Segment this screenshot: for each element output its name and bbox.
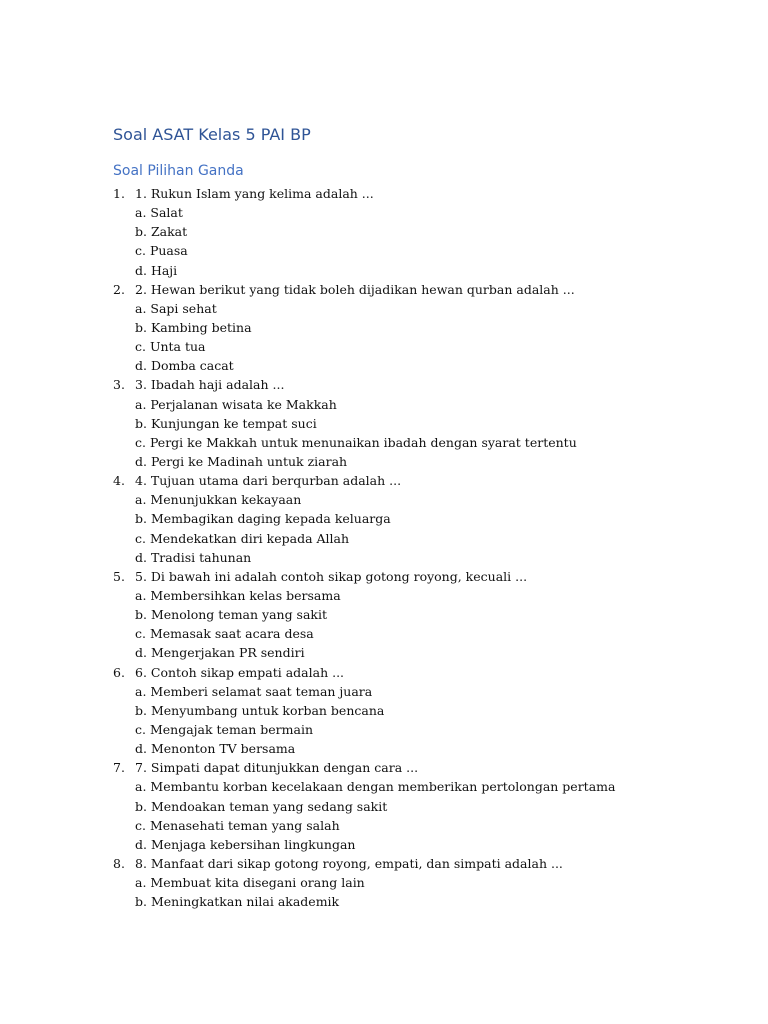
question-line [113,567,615,586]
question-line [113,663,615,682]
question-line [113,184,615,203]
question-item [113,471,615,567]
answer-option: c. Memasak saat acara desa [135,626,314,642]
question-number: 1. [113,186,125,201]
question-text: 4. Tujuan utama dari berqurban adalah ... [135,473,402,489]
page-title: Soal ASAT Kelas 5 PAI BP [113,125,311,144]
question-item [113,663,615,759]
option-list [113,203,615,280]
option-list [113,395,615,472]
answer-option: b. Menolong teman yang sakit [135,607,328,623]
option-list [113,873,615,911]
question-list [113,184,615,911]
question-item [113,567,615,663]
answer-option: d. Menjaga kebersihan lingkungan [135,836,356,852]
answer-option: a. Salat [135,205,183,221]
answer-option: d. Menonton TV bersama [135,741,296,757]
question-line [113,375,615,394]
answer-option: a. Memberi selamat saat teman juara [135,683,373,699]
answer-option: a. Membantu korban kecelakaan dengan memberikan pertolongan pertama [135,779,616,795]
question-text: 3. Ibadah haji adalah ... [135,377,285,393]
question-item [113,375,615,471]
answer-option: a. Perjalanan wisata ke Makkah [135,396,337,412]
answer-option: c. Unta tua [135,339,206,355]
answer-option: b. Kunjungan ke tempat suci [135,415,317,431]
option-list [113,682,615,759]
answer-option: b. Membagikan daging kepada keluarga [135,511,391,527]
option-list [113,777,615,854]
question-number: 2. [113,281,125,297]
answer-option: d. Mengerjakan PR sendiri [135,645,305,661]
option-list [113,586,615,663]
question-line [113,471,615,490]
question-number: 7. [113,760,125,776]
answer-option: d. Tradisi tahunan [135,549,252,565]
answer-option: b. Menyumbang untuk korban bencana [135,702,385,718]
question-line [113,280,615,299]
answer-option: d. Domba cacat [135,358,234,374]
answer-option: a. Membuat kita disegani orang lain [135,875,365,891]
question-item [113,758,615,854]
question-number: 8. [113,855,125,871]
option-list [113,299,615,376]
question-text: 1. Rukun Islam yang kelima adalah ... [135,186,374,201]
question-text: 8. Manfaat dari sikap gotong royong, empati, dan simpati adalah ... [135,855,563,871]
answer-option: b. Zakat [135,224,188,240]
answer-option: a. Sapi sehat [135,300,217,316]
question-number: 3. [113,377,125,393]
question-text: 6. Contoh sikap empati adalah ... [135,664,345,680]
answer-option: c. Puasa [135,243,188,259]
answer-option: a. Menunjukkan kekayaan [135,492,302,508]
question-number: 6. [113,664,125,680]
answer-option: c. Mendekatkan diri kepada Allah [135,530,350,546]
answer-option: a. Membersihkan kelas bersama [135,587,341,603]
answer-option: d. Haji [135,262,178,278]
answer-option: c. Menasehati teman yang salah [135,817,340,833]
question-text: 7. Simpati dapat ditunjukkan dengan cara ... [135,760,419,776]
question-line [113,854,615,873]
question-item [113,854,615,911]
question-text: 5. Di bawah ini adalah contoh sikap gotong royong, kecuali ... [135,568,528,584]
answer-option: b. Mendoakan teman yang sedang sakit [135,798,388,814]
answer-option: b. Meningkatkan nilai akademik [135,894,340,910]
option-list [113,490,615,567]
question-number: 4. [113,473,125,489]
section-title: Soal Pilihan Ganda [113,163,244,179]
answer-option: d. Pergi ke Madinah untuk ziarah [135,453,348,469]
answer-option: b. Kambing betina [135,319,252,335]
question-item [113,280,615,376]
question-item [113,184,615,280]
question-text: 2. Hewan berikut yang tidak boleh dijadikan hewan qurban adalah ... [135,281,575,297]
answer-option: c. Mengajak teman bermain [135,721,314,737]
question-number: 5. [113,568,125,584]
answer-option: c. Pergi ke Makkah untuk menunaikan ibadah dengan syarat tertentu [135,434,577,450]
question-line [113,758,615,777]
